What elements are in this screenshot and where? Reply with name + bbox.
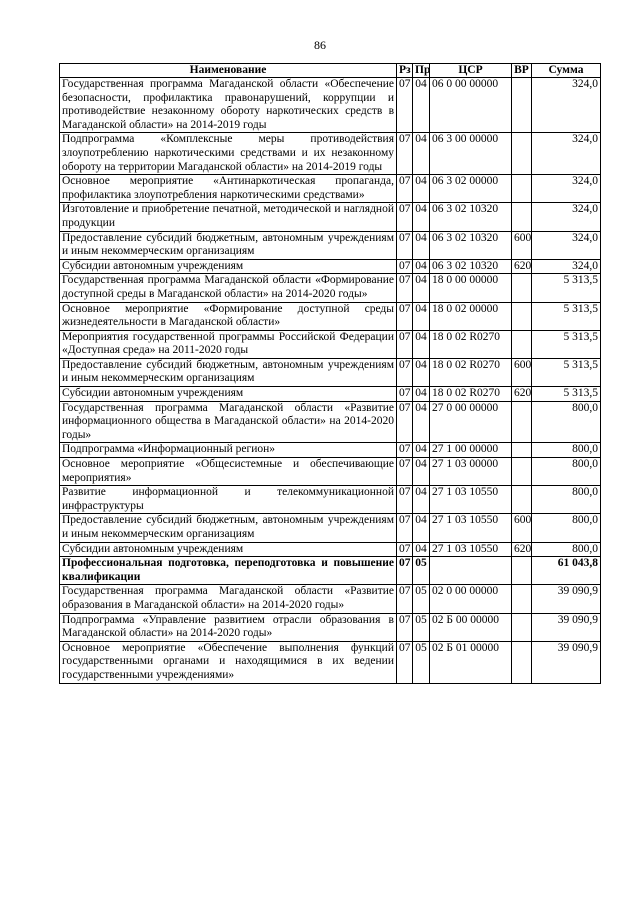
row-vr-cell [512,203,532,231]
row-vr-cell [512,641,532,683]
row-pr-cell: 04 [413,401,430,443]
row-sum-cell: 800,0 [532,486,601,514]
row-pr-cell: 05 [413,613,430,641]
row-sum-cell: 800,0 [532,542,601,557]
row-csr-cell: 27 1 03 00000 [430,458,512,486]
row-csr-cell: 06 3 02 10320 [430,203,512,231]
row-sum-cell: 800,0 [532,443,601,458]
row-sum-cell: 5 313,5 [532,274,601,302]
table-header-row [60,64,601,78]
row-sum-cell: 324,0 [532,203,601,231]
row-vr-cell [512,613,532,641]
row-pr-cell: 04 [413,133,430,175]
row-rz-cell: 07 [397,486,413,514]
row-csr-cell: 18 0 02 R0270 [430,387,512,402]
row-sum-cell: 324,0 [532,175,601,203]
row-csr-cell [430,557,512,585]
row-csr-cell: 18 0 00 00000 [430,274,512,302]
row-name-cell: Основное мероприятие «Антинаркотическая пропаганда, профилактика злоупотребления наркотическими средствами» [60,175,397,203]
row-rz-cell: 07 [397,175,413,203]
row-pr-cell: 05 [413,585,430,613]
table-row [60,259,601,274]
column-header-sum: Сумма [532,64,601,78]
row-name-cell: Изготовление и приобретение печатной, методической и наглядной продукции [60,203,397,231]
row-name-cell: Государственная программа Магаданской области «Развитие образования в Магаданской области» на 2014-2020 годы» [60,585,397,613]
table-row [60,231,601,259]
table-row [60,203,601,231]
row-name-cell: Основное мероприятие «Формирование доступной среды жизнедеятельности в Магаданской области» [60,302,397,330]
row-name-cell: Развитие информационной и телекоммуникационной инфраструктуры [60,486,397,514]
row-pr-cell: 04 [413,203,430,231]
row-pr-cell: 04 [413,542,430,557]
row-vr-cell [512,443,532,458]
table-row [60,175,601,203]
column-header-csr: ЦСР [430,64,512,78]
row-name-cell: Профессиональная подготовка, переподготовка и повышение квалификации [60,557,397,585]
table-row [60,78,601,133]
row-vr-cell: 600 [512,231,532,259]
row-vr-cell: 620 [512,259,532,274]
page-number: 86 [314,38,326,52]
row-pr-cell: 04 [413,443,430,458]
row-pr-cell: 04 [413,78,430,133]
table-row [60,302,601,330]
table-row [60,486,601,514]
row-sum-cell: 800,0 [532,458,601,486]
row-csr-cell: 18 0 02 R0270 [430,358,512,386]
row-csr-cell: 18 0 02 00000 [430,302,512,330]
row-rz-cell: 07 [397,613,413,641]
row-vr-cell [512,458,532,486]
row-name-cell: Предоставление субсидий бюджетным, автономным учреждениям и иным некоммерческим организациям [60,358,397,386]
row-vr-cell [512,133,532,175]
table-row [60,557,601,585]
column-header-vr: ВР [512,64,532,78]
row-rz-cell: 07 [397,133,413,175]
row-vr-cell [512,302,532,330]
row-rz-cell: 07 [397,514,413,542]
row-csr-cell: 02 0 00 00000 [430,585,512,613]
row-sum-cell: 324,0 [532,133,601,175]
budget-table [59,63,601,684]
row-sum-cell: 800,0 [532,514,601,542]
row-csr-cell: 06 3 02 10320 [430,259,512,274]
table-row [60,514,601,542]
row-pr-cell: 05 [413,557,430,585]
row-csr-cell: 18 0 02 R0270 [430,330,512,358]
row-sum-cell: 39 090,9 [532,613,601,641]
table-row [60,387,601,402]
row-sum-cell: 5 313,5 [532,387,601,402]
table-row [60,401,601,443]
row-name-cell: Государственная программа Магаданской области «Формирование доступной среды в Магаданской области» на 2014-2020 годы» [60,274,397,302]
column-header-rz: Рз [397,64,413,78]
row-sum-cell: 324,0 [532,259,601,274]
table-row [60,542,601,557]
table-row [60,133,601,175]
row-sum-cell: 5 313,5 [532,302,601,330]
row-vr-cell [512,486,532,514]
row-sum-cell: 5 313,5 [532,330,601,358]
row-sum-cell: 324,0 [532,78,601,133]
row-sum-cell: 39 090,9 [532,585,601,613]
row-rz-cell: 07 [397,231,413,259]
table-row [60,458,601,486]
row-name-cell: Субсидии автономным учреждениям [60,259,397,274]
table-row [60,274,601,302]
row-pr-cell: 04 [413,259,430,274]
row-rz-cell: 07 [397,401,413,443]
row-csr-cell: 06 0 00 00000 [430,78,512,133]
row-vr-cell: 620 [512,387,532,402]
row-rz-cell: 07 [397,458,413,486]
row-name-cell: Подпрограмма «Комплексные меры противодействия злоупотреблению наркотическими средствами и их незаконному обороту на территории Магаданской области» на 2014-2019 годы [60,133,397,175]
row-vr-cell [512,78,532,133]
row-csr-cell: 02 Б 00 00000 [430,613,512,641]
row-name-cell: Государственная программа Магаданской области «Развитие информационного общества в Магаданской области» на 2014-2020 годы» [60,401,397,443]
row-rz-cell: 07 [397,387,413,402]
table-row [60,585,601,613]
row-pr-cell: 04 [413,387,430,402]
row-csr-cell: 06 3 00 00000 [430,133,512,175]
row-name-cell: Предоставление субсидий бюджетным, автономным учреждениям и иным некоммерческим организациям [60,231,397,259]
row-sum-cell: 800,0 [532,401,601,443]
row-rz-cell: 07 [397,78,413,133]
row-name-cell: Субсидии автономным учреждениям [60,542,397,557]
row-pr-cell: 04 [413,274,430,302]
row-vr-cell [512,401,532,443]
row-vr-cell: 600 [512,358,532,386]
row-csr-cell: 27 1 00 00000 [430,443,512,458]
row-vr-cell [512,330,532,358]
table-row [60,443,601,458]
row-rz-cell: 07 [397,259,413,274]
row-rz-cell: 07 [397,443,413,458]
row-pr-cell: 04 [413,231,430,259]
row-csr-cell: 27 1 03 10550 [430,486,512,514]
row-csr-cell: 02 Б 01 00000 [430,641,512,683]
row-vr-cell [512,274,532,302]
row-rz-cell: 07 [397,358,413,386]
row-csr-cell: 27 0 00 00000 [430,401,512,443]
row-vr-cell [512,585,532,613]
row-rz-cell: 07 [397,585,413,613]
row-name-cell: Государственная программа Магаданской области «Обеспечение безопасности, профилактика правонарушений, коррупции и противодействие незаконному обороту наркотических средств в Магаданской области» на 2014-2019 годы [60,78,397,133]
row-vr-cell: 600 [512,514,532,542]
row-rz-cell: 07 [397,203,413,231]
row-name-cell: Подпрограмма «Управление развитием отрасли образования в Магаданской области» на 2014-2020 годы» [60,613,397,641]
row-name-cell: Мероприятия государственной программы Российской Федерации «Доступная среда» на 2011-2020 годы [60,330,397,358]
row-sum-cell: 39 090,9 [532,641,601,683]
row-pr-cell: 04 [413,175,430,203]
table-row [60,358,601,386]
row-pr-cell: 04 [413,514,430,542]
row-csr-cell: 06 3 02 10320 [430,231,512,259]
row-name-cell: Подпрограмма «Информационный регион» [60,443,397,458]
row-rz-cell: 07 [397,557,413,585]
row-sum-cell: 5 313,5 [532,358,601,386]
row-vr-cell [512,175,532,203]
row-sum-cell: 61 043,8 [532,557,601,585]
table-row [60,330,601,358]
row-sum-cell: 324,0 [532,231,601,259]
row-pr-cell: 04 [413,486,430,514]
row-vr-cell: 620 [512,542,532,557]
row-rz-cell: 07 [397,302,413,330]
column-header-pr: Пр [413,64,430,78]
column-header-name: Наименование [60,64,397,78]
table-row [60,613,601,641]
row-pr-cell: 04 [413,302,430,330]
row-csr-cell: 27 1 03 10550 [430,514,512,542]
table-row [60,641,601,683]
row-rz-cell: 07 [397,542,413,557]
row-name-cell: Субсидии автономным учреждениям [60,387,397,402]
row-rz-cell: 07 [397,274,413,302]
row-pr-cell: 05 [413,641,430,683]
row-rz-cell: 07 [397,330,413,358]
row-pr-cell: 04 [413,330,430,358]
row-name-cell: Предоставление субсидий бюджетным, автономным учреждениям и иным некоммерческим организациям [60,514,397,542]
row-pr-cell: 04 [413,358,430,386]
table-body [60,78,601,684]
row-vr-cell [512,557,532,585]
row-pr-cell: 04 [413,458,430,486]
row-rz-cell: 07 [397,641,413,683]
row-name-cell: Основное мероприятие «Общесистемные и обеспечивающие мероприятия» [60,458,397,486]
row-csr-cell: 27 1 03 10550 [430,542,512,557]
row-name-cell: Основное мероприятие «Обеспечение выполнения функций государственными органами и находящимися в их ведении государственными учреждениями» [60,641,397,683]
row-csr-cell: 06 3 02 00000 [430,175,512,203]
